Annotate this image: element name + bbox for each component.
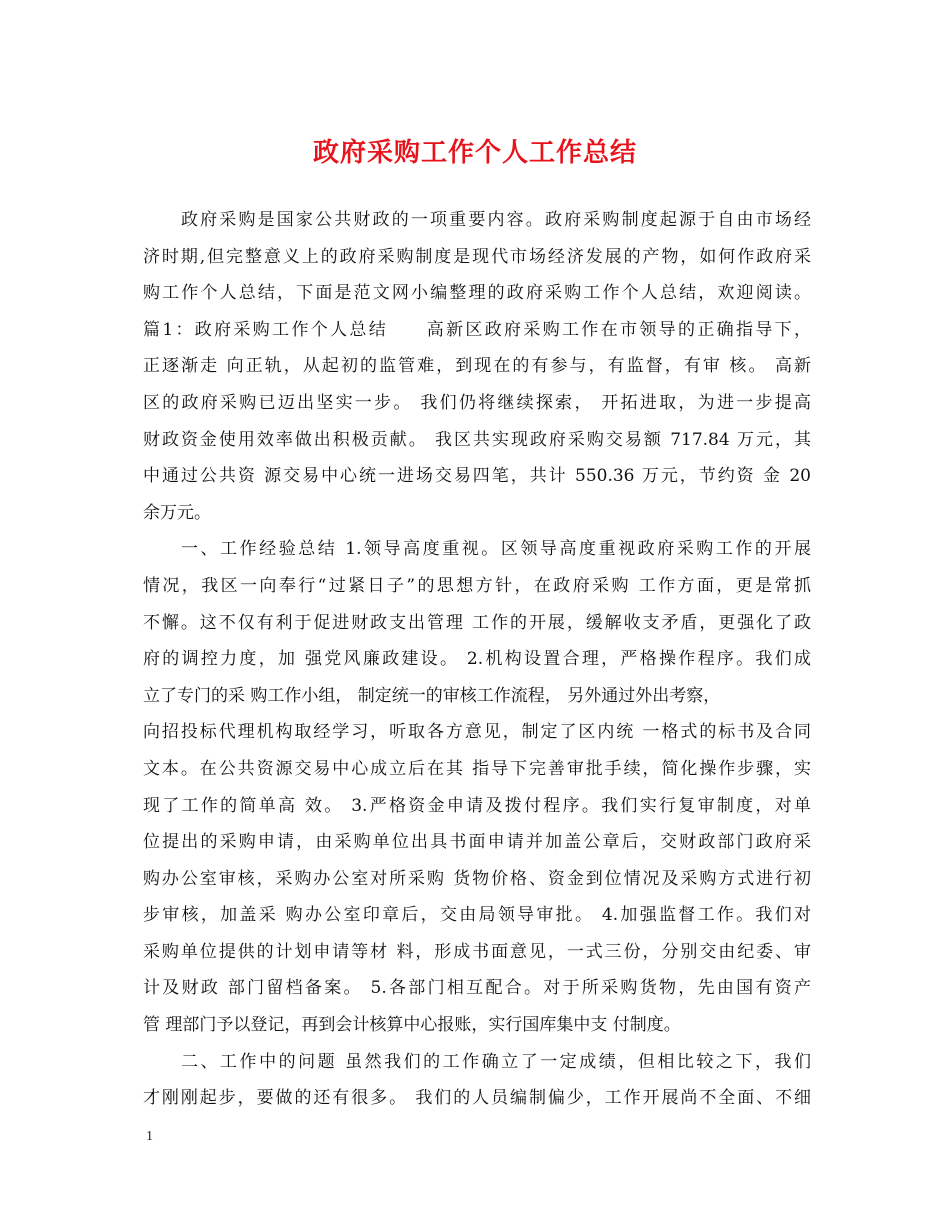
- body-line: 文本。在公共资源交易中心成立后在其 指导下完善审批手续，简化操作步骤，实: [143, 758, 811, 779]
- body-line: 府的调控力度，加 强党风廉政建设。 2.机构设置合理，严格操作程序。我们成: [143, 649, 811, 670]
- body-line: 不懈。这不仅有利于促进财政支出管理 工作的开展，缓解收支矛盾，更强化了政: [143, 612, 811, 633]
- body-line: 财政资金使用效率做出积极贡献。 我区共实现政府采购交易额 717.84 万元，其: [143, 429, 811, 450]
- body-line: 购办公室审核，采购办公室对所采购 货物价格、资金到位情况及采购方式进行初: [143, 868, 811, 889]
- body-line: 一、工作经验总结 1.领导高度重视。区领导高度重视政府采购工作的开展: [181, 539, 811, 560]
- body-line: 采购单位提供的计划申请等材 料，形成书面意见，一式三份，分别交由纪委、审: [143, 941, 811, 962]
- body-line: 中通过公共资 源交易中心统一进场交易四笔，共计 550.36 万元，节约资 金 20: [143, 466, 811, 487]
- body-line: 向招投标代理机构取经学习，听取各方意见，制定了区内统 一格式的标书及合同: [143, 722, 811, 743]
- body-line: 购工作个人总结，下面是范文网小编整理的政府采购工作个人总结，欢迎阅读。: [143, 283, 811, 304]
- body-line: 余万元。: [143, 502, 211, 523]
- document-body: [143, 202, 811, 1117]
- body-line: 计及财政 部门留档备案。 5.各部门相互配合。对于所采购货物，先由国有资产: [143, 978, 811, 999]
- body-line: 二、工作中的问题 虽然我们的工作确立了一定成绩，但相比较之下，我们: [181, 1051, 811, 1072]
- body-line: 济时期,但完整意义上的政府采购制度是现代市场经济发展的产物，如何作政府采: [143, 246, 811, 267]
- body-line: 管 理部门予以登记，再到会计核算中心报账，实行国库集中支 付制度。: [143, 1015, 681, 1036]
- body-line: 现了工作的简单高 效。 3.严格资金申请及拨付程序。我们实行复审制度，对单: [143, 795, 811, 816]
- body-line: 才刚刚起步，要做的还有很多。 我们的人员编制偏少，工作开展尚不全面、不细: [143, 1088, 811, 1109]
- page-number: 1: [146, 1129, 153, 1144]
- body-line: 立了专门的采 购工作小组， 制定统一的审核工作流程， 另外通过外出考察，: [143, 685, 721, 706]
- body-line: 位提出的采购申请，由采购单位出具书面申请并加盖公章后，交财政部门政府采: [143, 832, 811, 853]
- body-line: 篇1：政府采购工作个人总结 高新区政府采购工作在市领导的正确指导下，: [143, 319, 811, 340]
- body-line: 政府采购是国家公共财政的一项重要内容。政府采购制度起源于自由市场经: [181, 210, 811, 230]
- body-line: 正逐渐走 向正轨，从起初的监管难，到现在的有参与，有监督，有审 核。 高新: [143, 356, 811, 377]
- body-line: 情况，我区一向奉行“过紧日子”的思想方针，在政府采购 工作方面，更是常抓: [143, 575, 811, 596]
- body-line: 区的政府采购已迈出坚实一步。 我们仍将继续探索， 开拓进取，为进一步提高: [143, 392, 811, 413]
- document-title: 政府采购工作个人工作总结: [312, 138, 637, 168]
- body-line: 步审核，加盖采 购办公室印章后，交由局领导审批。 4.加强监督工作。我们对: [143, 905, 811, 926]
